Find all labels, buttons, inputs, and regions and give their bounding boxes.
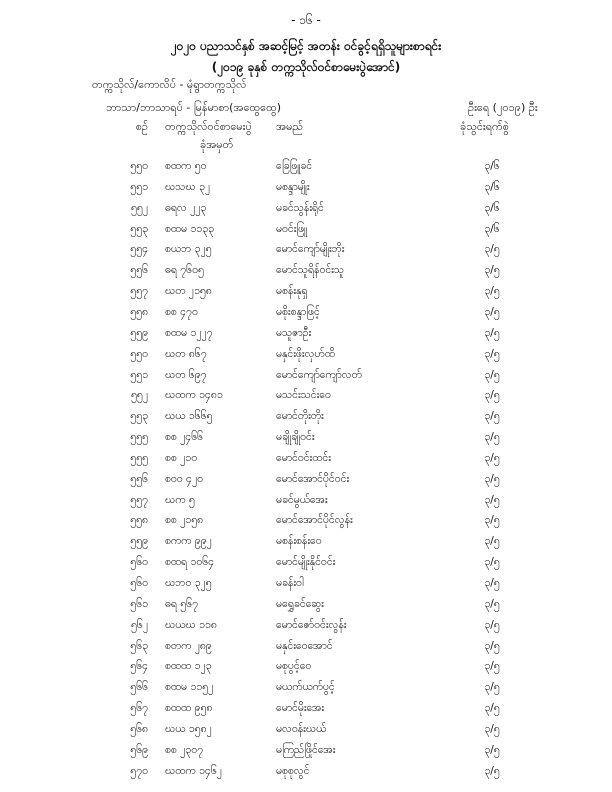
roll-number: ဃယဃ ၁၁၈ [165, 618, 217, 631]
student-name: မောင်မိုးအေး [276, 702, 325, 715]
student-name: မလဝန်းဃယ် [276, 722, 327, 735]
entry-date: ၃/၅ [484, 264, 500, 277]
page-number: - ၁၆ - [291, 13, 321, 27]
entry-date: ၃/၅ [484, 285, 500, 298]
entry-date: ၃/၅ [484, 660, 500, 673]
student-name: မသင်းသင်းဝေ [276, 389, 331, 402]
roll-number: စထက ၅၀ [165, 160, 207, 172]
entry-date: ၃/၅ [484, 681, 500, 694]
row-number: ၅၅၆ [130, 264, 148, 277]
entry-date: ၃/၅ [484, 743, 500, 756]
student-name: မနှင်းဖိုးလှဟ်ထိ [276, 347, 335, 360]
roll-number: စထမ ၁၁၅၂ [165, 681, 214, 694]
roll-number: စထမ ၁၂၂၇ [165, 326, 213, 339]
row-number: ၅၅၄ [130, 243, 148, 256]
roll-number: စထရ ၁၀၆၄ [165, 556, 215, 569]
header-no: စဉ် [135, 120, 148, 133]
entry-date: ၃/၅ [484, 764, 500, 777]
student-name: မစန္ဒာမျိုး [276, 180, 310, 193]
entry-date: ၃/၆ [484, 180, 500, 193]
row-number: ၅၆၁ [130, 597, 148, 610]
roll-number: ဓရလ ၂၂၃ [165, 201, 207, 214]
entry-date: ၃/၅ [484, 410, 500, 423]
entry-date: ၃/၅ [484, 597, 500, 610]
row-number: ၅၆၉ [130, 743, 148, 756]
row-number: ၅၆၂ [131, 618, 148, 631]
entry-date: ၃/၅ [484, 535, 500, 548]
row-number: ၅၆၆ [130, 681, 148, 694]
student-name: မဝင်းဖြူ [276, 222, 308, 235]
row-number: ၅၅၀ [130, 347, 148, 360]
entry-date: ၃/၅ [484, 389, 500, 402]
row-number: ၅၅၈ [130, 514, 148, 527]
entry-date: ၃/၅ [484, 347, 500, 360]
entry-date: ၃/၅ [484, 618, 500, 631]
student-name: မောင်အောင်ပိုင်လွန်း [276, 514, 353, 527]
student-name: မောင်မျိုးနိုင်ဝင်း [276, 556, 336, 569]
header-date: ခုံသွင်းရက်စွဲ [460, 120, 509, 133]
roll-number: ဃတ ၈၆၇ [165, 347, 207, 360]
student-name: ခြေဖြူခင် [276, 160, 313, 172]
entry-date: ၃/၅ [484, 493, 500, 506]
student-name: မစန်းနုရှ [276, 285, 308, 298]
roll-number: ဃက ၅ [165, 493, 195, 506]
student-name: မောင်တိုးတိုး [276, 410, 324, 423]
roll-number: ဃယ ၁၆၆၅ [165, 410, 213, 423]
student-name: မောင်ဝင်းထင်း [276, 451, 331, 464]
header-roll-line1: တက္ကသိုလ်ဝင်စာမေးပွဲ [165, 120, 252, 133]
roll-number: စစ ၂၁၀ [165, 451, 198, 464]
entry-date: ၃/၆ [484, 160, 500, 172]
roll-number: စကက ၉၉၂ [165, 535, 212, 548]
count-line: ဦးရေ (၂၀၁၉) ဦး [468, 101, 538, 114]
entry-date: ၃/၅ [484, 722, 500, 735]
roll-number: စစ ၂၁၅၈ [165, 514, 204, 527]
roll-number: ဃတ ၂၁၅၈ [165, 285, 212, 298]
entry-date: ၃/၅ [484, 431, 500, 444]
roll-number: စယဘ ၃၂၅ [165, 243, 212, 256]
roll-number: စစ ၂၃၀၇ [165, 743, 204, 756]
roll-number: ဃသဃ ၃၂ [165, 180, 211, 193]
row-number: ၅၅၈ [130, 305, 148, 318]
entry-date: ၃/၅ [484, 472, 500, 485]
student-name: မောင်ဇော်ဝင်းလွန်း [276, 618, 347, 631]
row-number: ၅၆၀ [130, 556, 148, 569]
row-number: ၅၅၃ [130, 410, 148, 423]
student-name: မစန်းစန်းဝေ [276, 535, 322, 548]
header-roll-line2: ခုံအမှတ် [200, 138, 234, 151]
entry-date: ၃/၅ [484, 577, 500, 589]
row-number: ၅၅၁ [130, 180, 148, 193]
row-number: ၅၇၀ [130, 764, 148, 777]
roll-number: ဃထက ၁၄၆၂ [165, 764, 222, 777]
row-number: ၅၅၇ [130, 493, 148, 506]
entry-date: ၃/၆ [484, 222, 500, 235]
roll-number: ဃတ ၆၉၇ [165, 368, 207, 381]
student-name: မခင်မွယ်အေး [276, 493, 328, 506]
student-name: မခန်းဝါ [276, 577, 304, 589]
roll-number: ဃထက ၁၄၈၁ [165, 389, 223, 402]
student-name: မသူဇာဦး [276, 326, 312, 339]
row-number: ၅၆၃ [130, 639, 148, 652]
row-number: ၅၅၅ [130, 451, 148, 464]
student-name: မောင်အောင်ပိုင်ဝင်း [276, 472, 350, 485]
row-number: ၅၅၉ [130, 326, 148, 339]
roll-number: စစ ၄၇၀ [165, 305, 198, 318]
student-name: မစုပွင့်ဝေ [276, 660, 312, 673]
student-name: မခင်သွန်းရိုင် [276, 201, 324, 214]
department-line: တက္ကသိုလ်/ကောလိပ် - မုံရွာတက္ကသိုလ် [92, 78, 247, 91]
student-name: မောင်ကျော်ကျော်လတ် [276, 368, 362, 381]
entry-date: ၃/၅ [484, 451, 500, 464]
row-number: ၅၅၂ [131, 389, 148, 402]
row-number: ၅၅၅ [130, 431, 148, 444]
roll-number: ဓရ ၇၆၀၅ [165, 264, 204, 277]
entry-date: ၃/၅ [484, 368, 500, 381]
document-title: ၂၀၂၀ ပညာသင်နှစ် အဆင့်မြင့် အတန်း ဝင်ခွင့်ရရှိသူများစာရင်း [170, 39, 442, 53]
header-name: အမည် [276, 120, 304, 133]
entry-date: ၃/၅ [484, 305, 500, 318]
roll-number: စထထ ၁၂၃ [165, 660, 212, 673]
student-name: မောင်ကျော်မျိုးဘိုး [276, 243, 345, 256]
row-number: ၅၆၄ [130, 660, 148, 673]
entry-date: ၃/၅ [484, 702, 500, 715]
roll-number: စစ ၂၄၆၆ [165, 431, 204, 444]
entry-date: ၃/၅ [484, 556, 500, 569]
row-number: ၅၆၀ [130, 577, 148, 589]
roll-number: စဝဝ ၄၂၀ [165, 472, 204, 485]
entry-date: ၃/၅ [484, 243, 500, 256]
student-name: မောင်သူရိန်ဝင်းသူ [276, 264, 344, 277]
entry-date: ၃/၅ [484, 326, 500, 339]
student-name: မစုစုလွင် [276, 764, 310, 777]
roll-number: စထထ ၉၅၈ [165, 702, 213, 715]
roll-number: ဓရ ၅၆၇ [165, 597, 198, 610]
student-name: မကြည်ဖြိုင်အေး [276, 743, 336, 756]
row-number: ၅၅၆ [130, 472, 148, 485]
entry-date: ၃/၅ [484, 639, 500, 652]
row-number: ၅၆၈ [130, 722, 148, 735]
student-name: မစိုးစန္ဒာဖြင့် [276, 305, 320, 318]
roll-number: စတက ၂၈၉ [165, 639, 212, 652]
entry-date: ၃/၆ [484, 201, 500, 214]
student-name: မယက်ယက်ပွင့် [276, 681, 335, 694]
row-number: ၅၆၇ [130, 702, 148, 715]
row-number: ၅၅၂ [131, 201, 148, 214]
student-name: မချိုချိုဝင်း [276, 431, 315, 444]
row-number: ၅၅၁ [130, 368, 148, 381]
row-number: ၅၅၇ [130, 285, 148, 298]
student-name: မရွှေခင်ဆွေး [276, 597, 324, 610]
row-number: ၅၅၃ [130, 222, 148, 235]
row-number: ၅၅၀ [130, 160, 148, 172]
student-name: မနှင်းဝေအောင် [276, 639, 333, 652]
roll-number: ဃဘဝ ၃၂၅ [165, 577, 212, 589]
entry-date: ၃/၅ [484, 514, 500, 527]
subject-line: ဘာသာ/ဘာသာရပ် - မြန်မာစာ(အထွေထွေ) [106, 101, 282, 114]
document-subtitle: (၂၀၁၉ ခုနှစ် တက္ကသိုလ်ဝင်စာမေးပွဲအောင်) [211, 60, 401, 74]
roll-number: စထမ ၁၁၃၃ [165, 222, 215, 235]
roll-number: ဃယ ၁၅၈၂ [165, 722, 212, 735]
row-number: ၅၅၉ [130, 535, 148, 548]
